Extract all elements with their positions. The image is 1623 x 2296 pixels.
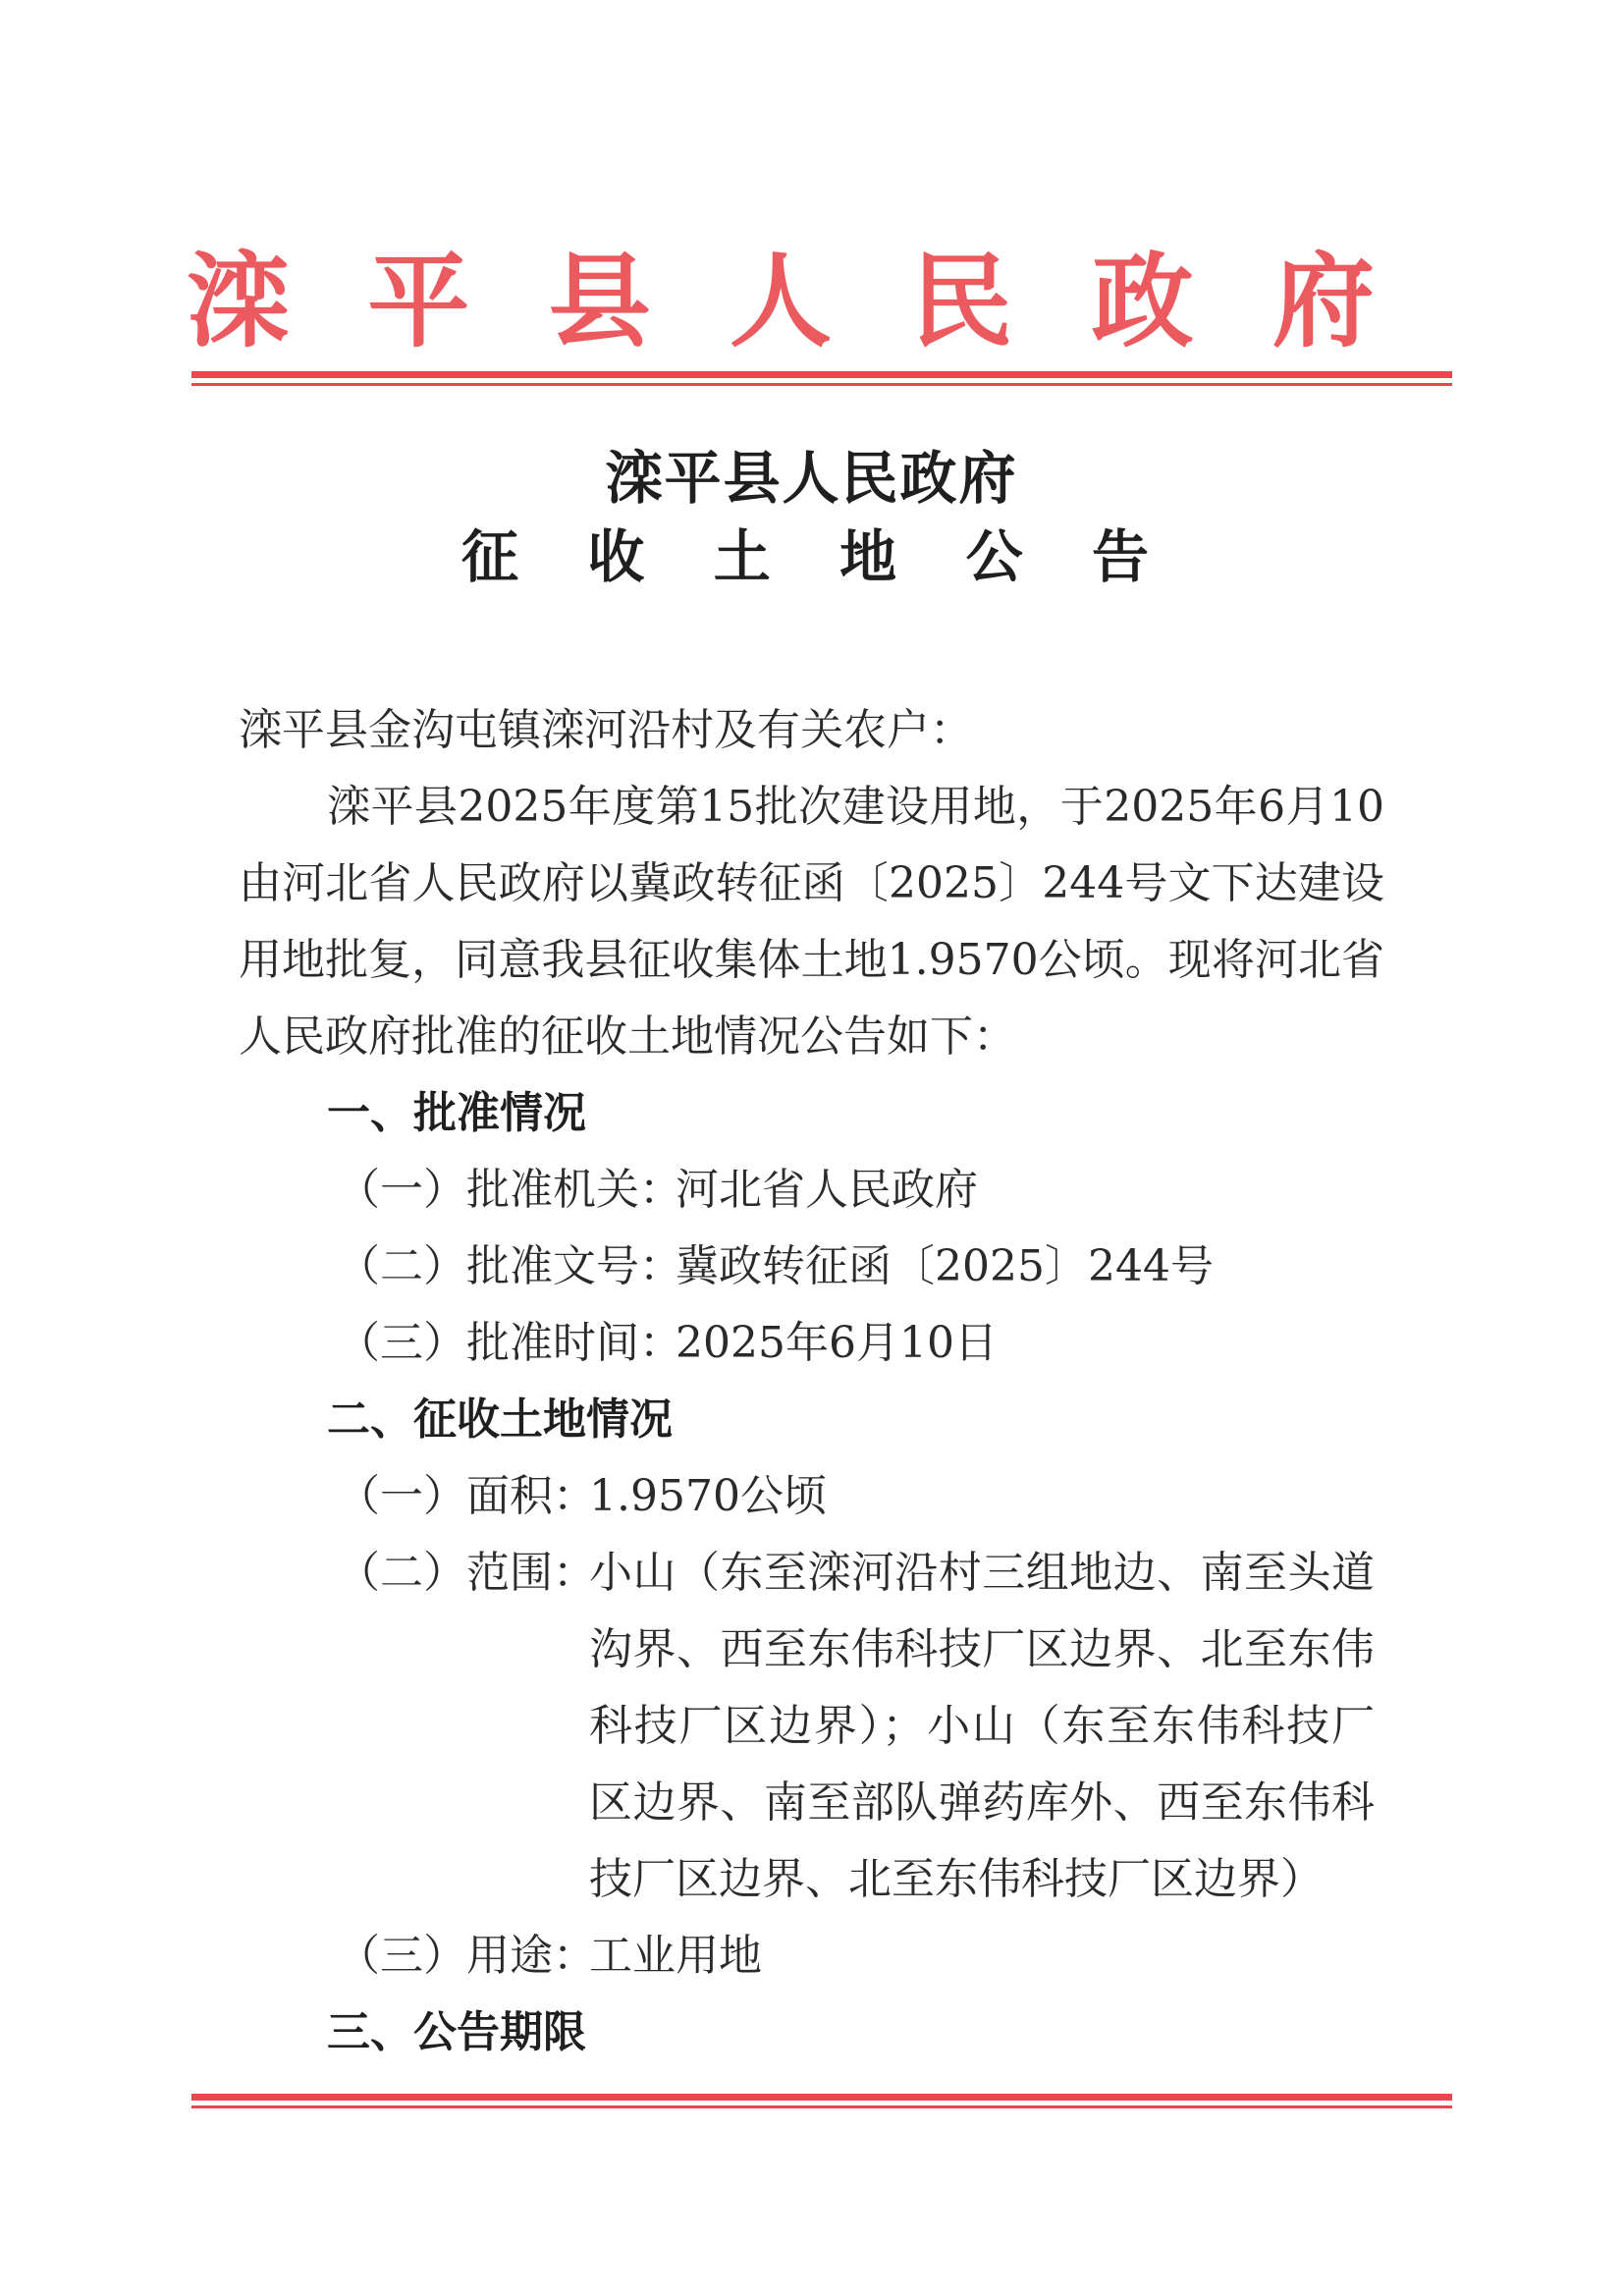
section-heading-approval: 一、批准情况 bbox=[327, 1088, 586, 1138]
document-title-subject bbox=[461, 522, 1149, 591]
letterhead-title bbox=[187, 228, 1375, 375]
footer-divider bbox=[191, 2094, 1452, 2108]
intro-line: 滦平县2025年度第15批次建设用地，于2025年6月10 bbox=[327, 782, 1384, 832]
letterhead-char: 府 bbox=[1271, 241, 1375, 361]
letterhead-char: 人 bbox=[729, 241, 832, 361]
section-heading-land: 二、征收土地情况 bbox=[327, 1394, 673, 1445]
scope-line: 技厂区边界、北至东伟科技厂区边界） bbox=[589, 1854, 1324, 1904]
area-value: 1.9570公顷 bbox=[589, 1471, 827, 1521]
letterhead-char: 滦 bbox=[187, 241, 290, 361]
title-char: 土 bbox=[713, 523, 771, 590]
scope-line: 沟界、西至东伟科技厂区边界、北至东伟 bbox=[589, 1624, 1375, 1674]
scope-line: 科技厂区边界）；小山（东至东伟科技厂 bbox=[589, 1701, 1375, 1751]
approval-docno-label: （二）批准文号： bbox=[337, 1241, 682, 1291]
scope-label: （二）范围： bbox=[337, 1548, 596, 1598]
section-heading-period: 三、公告期限 bbox=[327, 2007, 586, 2057]
letterhead-char: 政 bbox=[1091, 241, 1194, 361]
scope-line: 区边界、南至部队弹药库外、西至东伟科 bbox=[589, 1777, 1375, 1828]
intro-line: 用地批复，同意我县征收集体土地1.9570公顷。现将河北省 bbox=[239, 935, 1384, 985]
intro-line: 人民政府批准的征收土地情况公告如下： bbox=[239, 1011, 1016, 1062]
letterhead-divider bbox=[191, 371, 1452, 386]
use-value: 工业用地 bbox=[589, 1931, 762, 1981]
approval-authority-label: （一）批准机关： bbox=[337, 1165, 682, 1215]
area-label: （一）面积： bbox=[337, 1471, 596, 1521]
letterhead-char: 县 bbox=[548, 241, 651, 361]
letterhead-char: 平 bbox=[367, 241, 470, 361]
title-char: 收 bbox=[587, 523, 645, 590]
intro-line: 由河北省人民政府以冀政转征函〔2025〕244号文下达建设 bbox=[239, 858, 1384, 908]
approval-date-value: 2025年6月10日 bbox=[676, 1318, 998, 1368]
use-label: （三）用途： bbox=[337, 1931, 596, 1981]
title-char: 征 bbox=[461, 523, 519, 590]
approval-docno-value: 冀政转征函〔2025〕244号 bbox=[676, 1241, 1214, 1291]
title-char: 告 bbox=[1091, 523, 1149, 590]
letterhead-char: 民 bbox=[910, 241, 1013, 361]
title-char: 地 bbox=[839, 523, 897, 590]
approval-authority-value: 河北省人民政府 bbox=[676, 1165, 978, 1215]
approval-date-label: （三）批准时间： bbox=[337, 1318, 682, 1368]
document-title-issuer: 滦平县人民政府 bbox=[605, 445, 1018, 512]
addressee: 滦平县金沟屯镇滦河沿村及有关农户： bbox=[239, 705, 973, 755]
scope-line: 小山（东至滦河沿村三组地边、南至头道 bbox=[589, 1548, 1375, 1598]
title-char: 公 bbox=[965, 523, 1023, 590]
